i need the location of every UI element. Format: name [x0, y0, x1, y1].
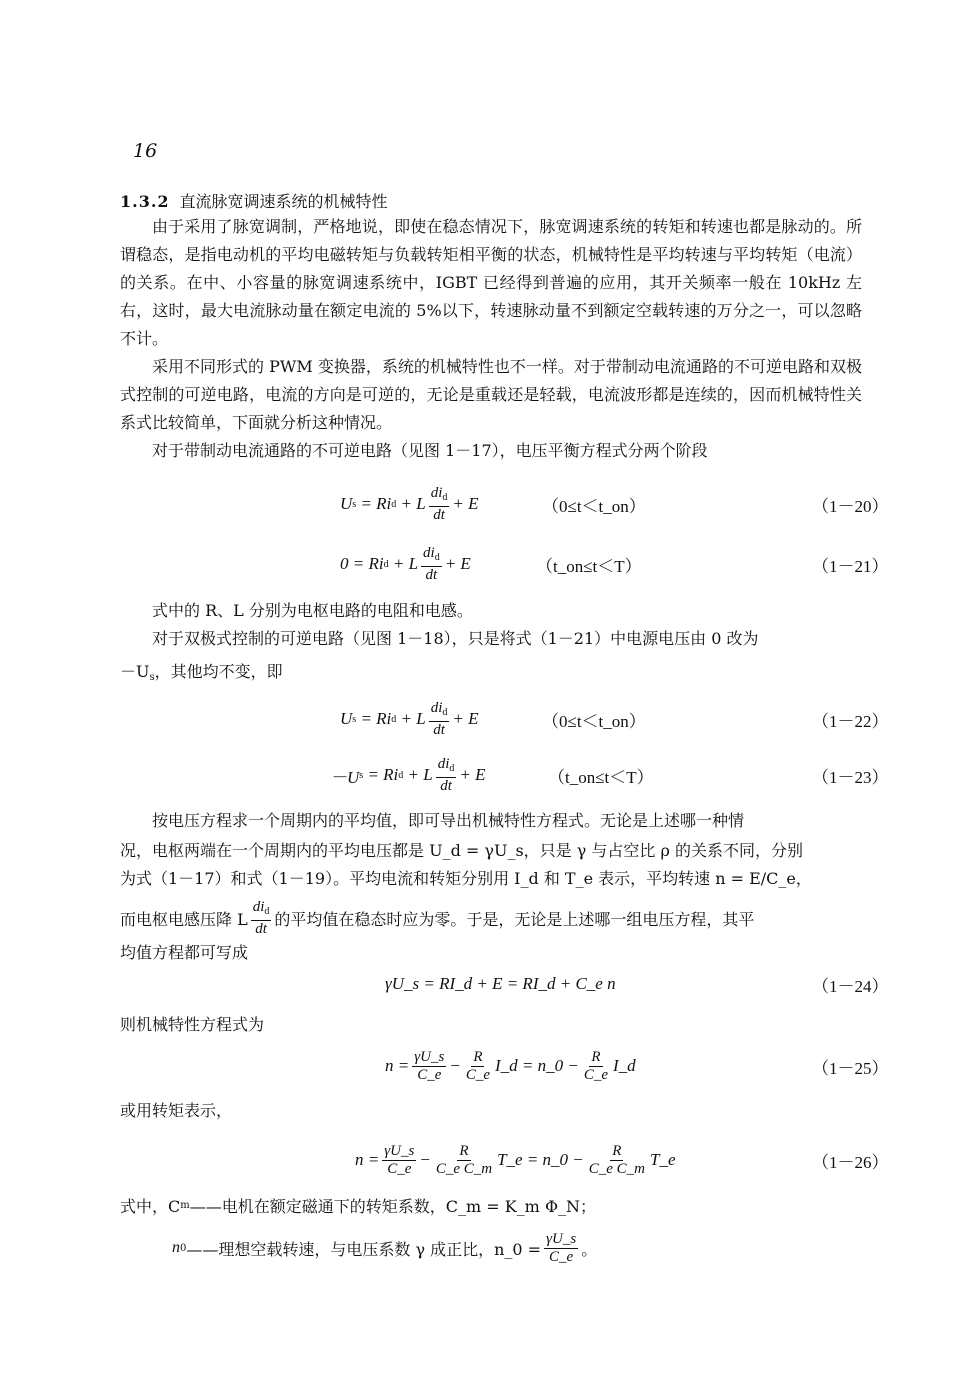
equation-1-22: U s = Ri d + L $\frac{di_d}{dt}$ + E （0≤t＜t_on） （1－22） [0, 697, 980, 741]
equation-label: （1－21） [812, 556, 889, 576]
section-number: 1.3.2 [120, 192, 170, 211]
definition-cm: 式中，C m ——电机在额定磁通下的转矩系数，C_m = K_m Φ_N； [120, 1196, 597, 1216]
paragraph-1: 由于采用了脉宽调制，严格地说，即使在稳态情况下，脉宽调速系统的转矩和转速也都是脉动的。所谓稳态，是指电动机的平均电磁转矩与负载转矩相平衡的状态，机械特性是平均转速与平均转矩（电流）的关系。在中、小容量的脉宽调速系统中，IGBT 已经得到普遍的应用，其开关频率一般在 10kHz 左右，这时，最大电流脉动量在额定电流的 5%以下，转速脉动量不到额定空载转速的万分之一，可以忽略不计。 [120, 217, 862, 348]
page-number: 16 [133, 140, 158, 162]
paragraph-6-line-3: 为式（1－17）和式（1－19）。平均电流和转矩分别用 I_d 和 T_e 表示，平均转速 n = E/C_e， [120, 869, 812, 888]
section-heading [120, 189, 388, 212]
equation-1-26: n = $\frac{\gamma U\_s}{C\_e}$ − $\frac{R}{\text{C\_e C\_m}}$ T_e = n_0 − $\frac{R}{\text{C\_e C\_m}}$ T_e （1－26） [0, 1138, 980, 1182]
equation-label: （1－22） [812, 711, 889, 731]
equation-1-24: γU_s = RI_d + E = RI_d + C_e n （1－24） [0, 962, 980, 1006]
paragraph-3: 对于带制动电流通路的不可逆电路（见图 1－17），电压平衡方程式分两个阶段 [152, 441, 708, 460]
definition-n0: n 0 ——理想空载转速，与电压系数 γ 成正比，n_0 = $\frac{\gamma U\_s}{C\_e}$ 。 [172, 1230, 598, 1265]
equation-label: （1－25） [812, 1058, 889, 1078]
equation-label: （1－26） [812, 1152, 889, 1172]
equation-label: （1－23） [812, 767, 889, 787]
paragraph-7: 则机械特性方程式为 [120, 1015, 265, 1034]
equation-1-20: U s = Ri d + L $\frac{di_d}{dt}$ + E （0≤t＜t_on） （1－20） [0, 482, 980, 526]
equation-1-25: n = $\frac{\gamma U\_s}{C\_e}$ − $\frac{R}{C\_e}$ I_d = n_0 − $\frac{R}{C\_e}$ I_d （1－25） [0, 1044, 980, 1088]
equation-label: （1－24） [812, 976, 889, 996]
section-title: 直流脉宽调速系统的机械特性 [179, 192, 388, 211]
paragraph-6-line-1: 按电压方程求一个周期内的平均值，即可导出机械特性方程式。无论是上述哪一种情 [152, 811, 745, 830]
paragraph-5-cont: $-U_s$，其他均不变，即 [120, 662, 283, 683]
equation-label: （1－20） [812, 496, 889, 516]
equation-1-23: －U s = Ri d + L $\frac{di_d}{dt}$ + E （t_on≤t＜T） （1－23） [0, 753, 980, 797]
paragraph-6-line-4: 而电枢电感压降 L $\frac{di_d}{dt}$ 的平均值在稳态时应为零。于是，无论是上述哪一组电压方程，其平 [120, 898, 755, 937]
paragraph-6-line-2: 况，电枢两端在一个周期内的平均电压都是 U_d = γU_s，只是 γ 与占空比 ρ 的关系不同，分别 [120, 841, 803, 860]
paragraph-4: 式中的 R、L 分别为电枢电路的电阻和电感。 [152, 601, 473, 620]
paragraph-6-line-5: 均值方程都可写成 [120, 943, 249, 962]
paragraph-2: 采用不同形式的 PWM 变换器，系统的机械特性也不一样。对于带制动电流通路的不可逆电路和双极式控制的可逆电路，电流的方向是可逆的，无论是重载还是轻载，电流波形都是连续的，因而机械特性关系式比较简单，下面就分析这种情况。 [120, 357, 862, 432]
equation-1-21: 0 = Ri d + L $\frac{di_d}{dt}$ + E （t_on≤t＜T） （1－21） [0, 542, 980, 586]
paragraph-5: 对于双极式控制的可逆电路（见图 1－18），只是将式（1－21）中电源电压由 0 改为 [152, 629, 759, 648]
paragraph-8: 或用转矩表示， [120, 1101, 233, 1120]
